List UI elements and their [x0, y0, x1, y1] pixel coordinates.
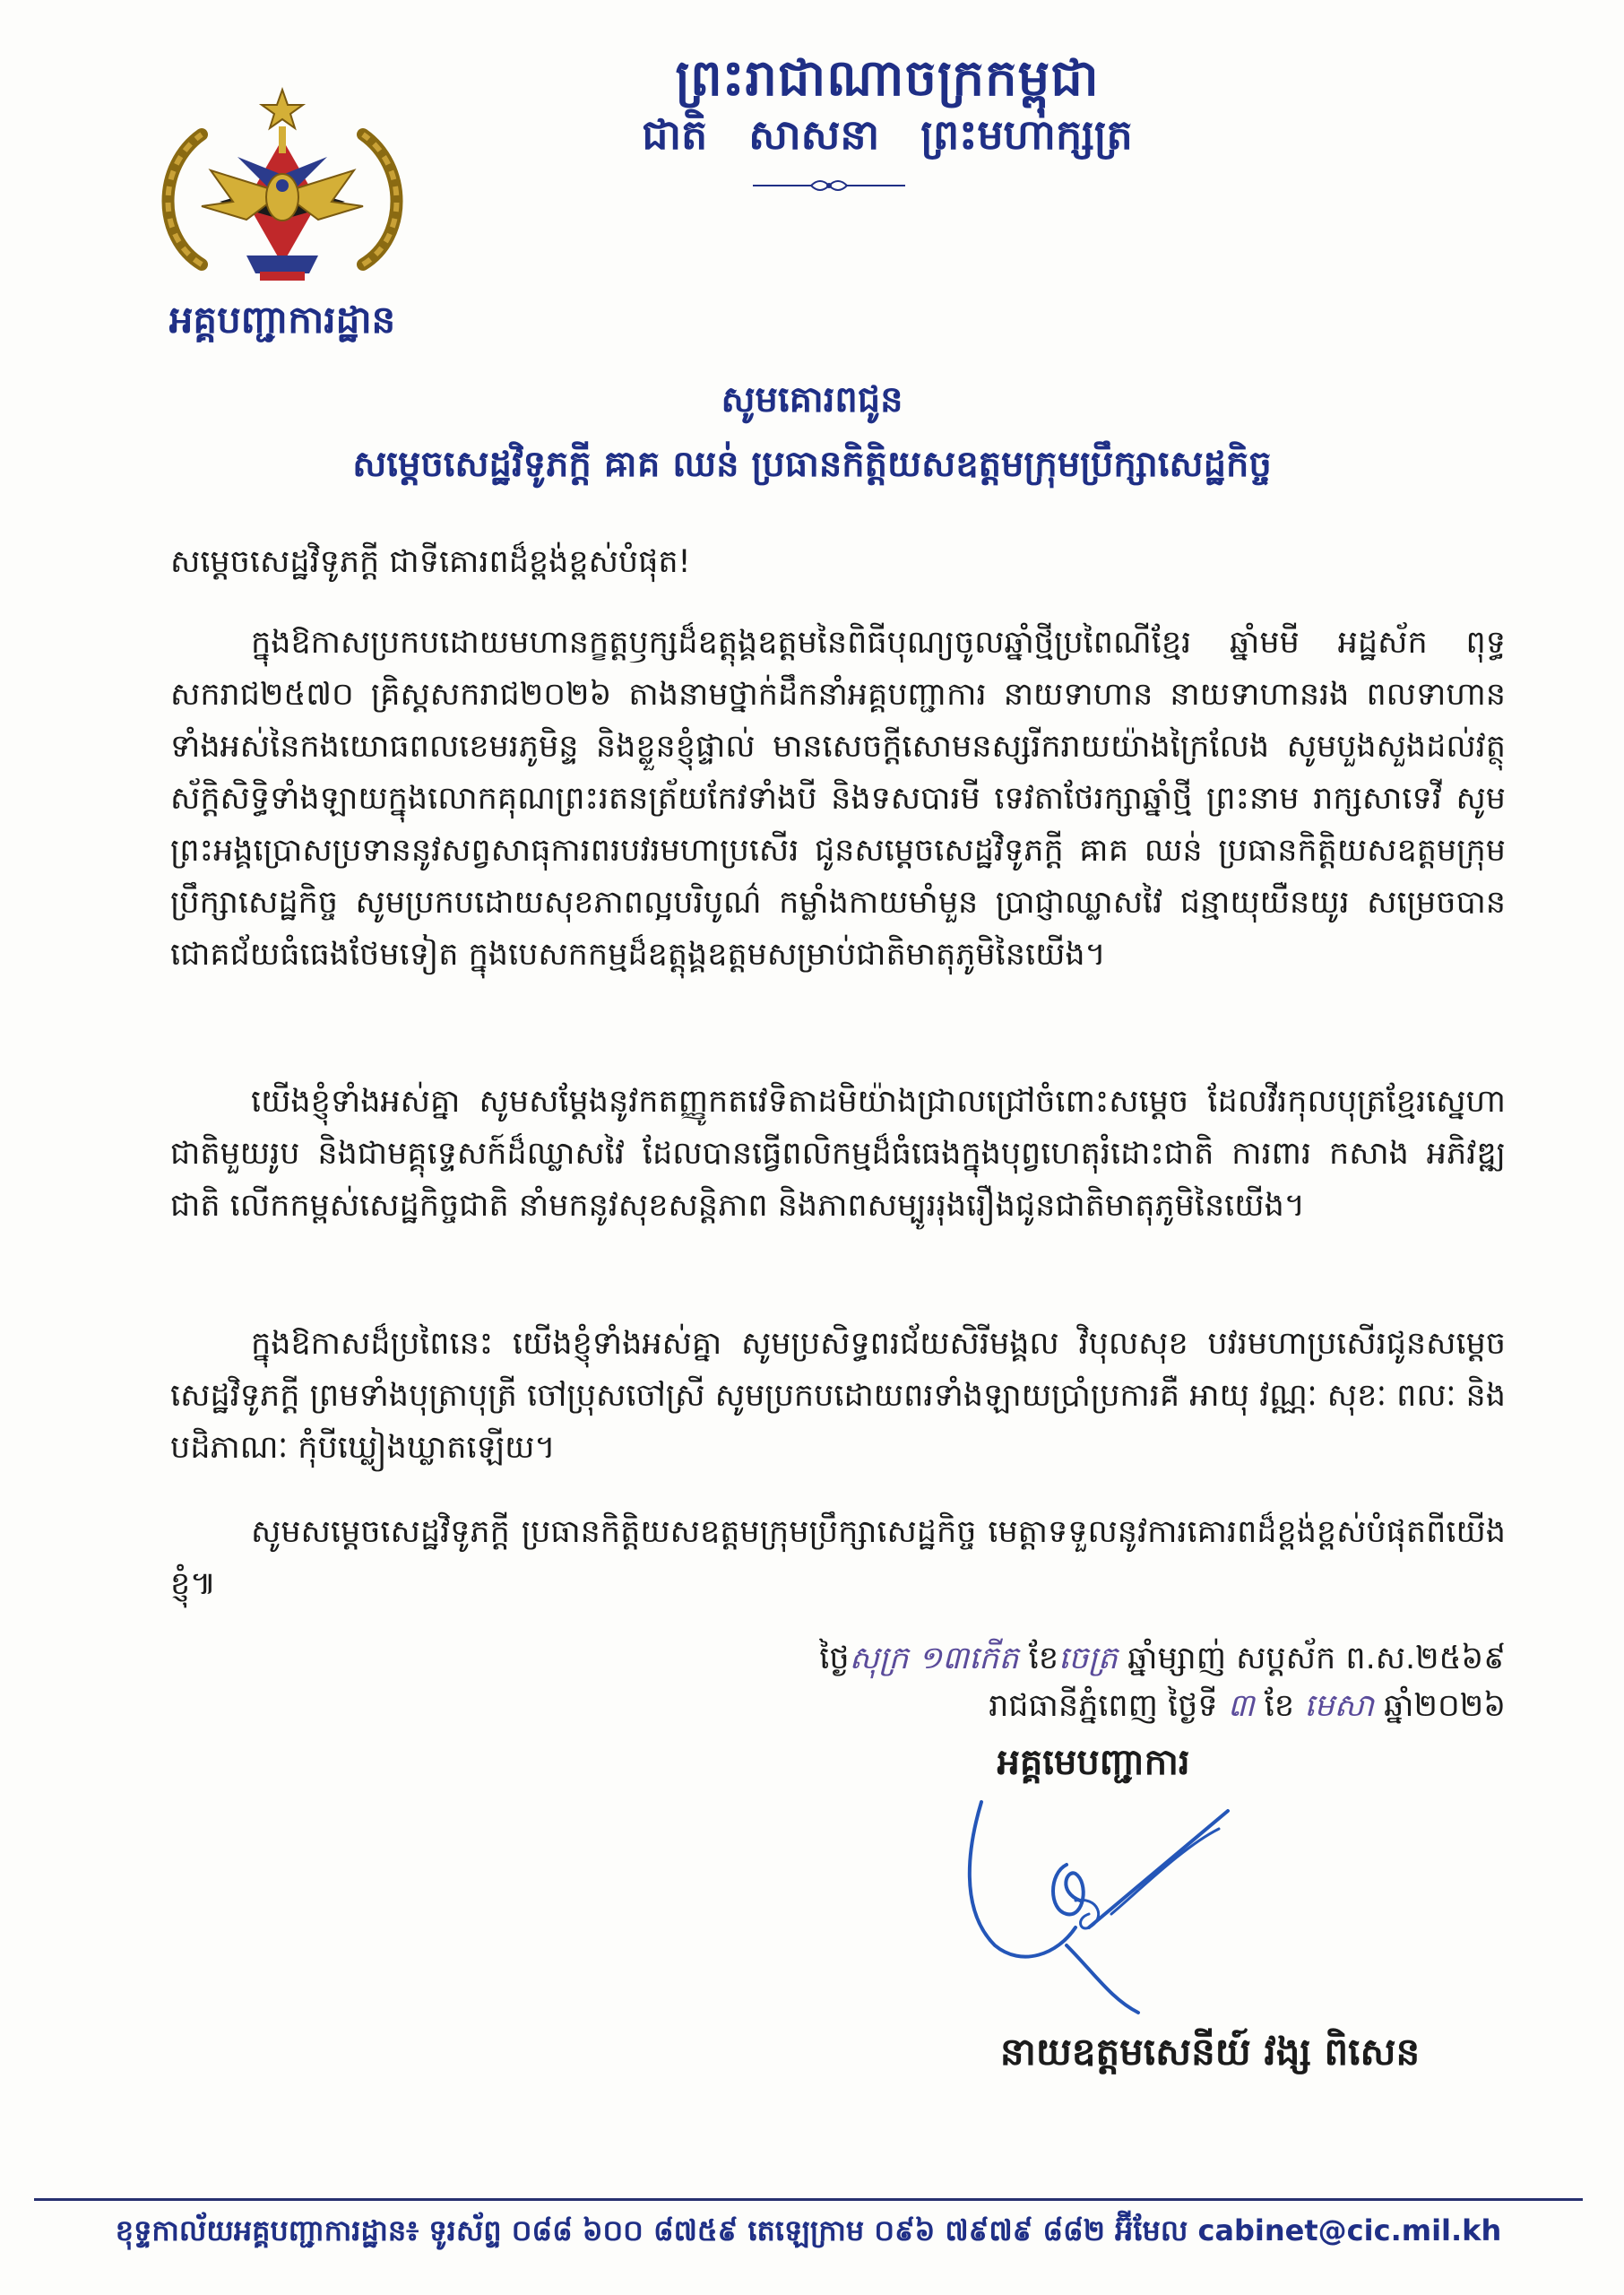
- place-prefix: រាជធានីភ្នំពេញ ថ្ងៃទី: [989, 1688, 1228, 1724]
- decorative-ornament-icon: [748, 175, 910, 196]
- handwritten-signature: [932, 1784, 1309, 2026]
- lunar-month-handwritten: ចេត្រ: [1058, 1641, 1119, 1676]
- salutation-heading: សូមគោរពជូន: [721, 379, 903, 420]
- military-emblem-logo: [148, 85, 417, 300]
- month-handwritten: មេសា: [1304, 1688, 1374, 1724]
- lunar-year-text: ឆ្នាំម្សាញ់ សប្តស័ក ព.ស.២៥៦៩: [1118, 1641, 1506, 1676]
- lunar-day-handwritten: សុក្រ ១៣កើត: [849, 1641, 1019, 1676]
- signer-title: អគ្គមេបញ្ជាការ: [997, 1742, 1190, 1783]
- solar-date-line: [717, 1684, 1506, 1728]
- kingdom-heading: ព្រះរាជាណាចក្រកម្ពុជា: [675, 49, 1100, 108]
- lunar-month-prefix: ខែ: [1018, 1641, 1059, 1676]
- lunar-date-line: [717, 1636, 1506, 1681]
- body-paragraph-4: សូមសម្តេចសេដ្ឋវិទូភក្តី ប្រធានកិត្តិយសឧត្តមក្រុមប្រឹក្សាសេដ្ឋកិច្ច មេត្តាទទួលនូវការគោរពដ៏ខ្ពង់ខ្ពស់បំផុតពីយើងខ្ញុំ៕: [170, 1514, 1506, 1602]
- year-text: ឆ្នាំ២០២៦: [1374, 1688, 1506, 1724]
- body-paragraph-2: យើងខ្ញុំទាំងអស់គ្នា សូមសម្តែងនូវកតញ្ញូកតវេទិតាដមិយ៉ាងជ្រាលជ្រៅចំពោះសម្តេច ដែលវីរកុលបុត្រខ្មែរស្នេហាជាតិមួយរូប និងជាមគ្គុទ្ទេសក៍ដ៏ឈ្លាសវៃ ដែលបានធ្វើពលិកម្មដ៏ធំធេងក្នុងបុព្វហេតុរំដោះជាតិ ការពារ កសាង អភិវឌ្ឍជាតិ លើកកម្ពស់សេដ្ឋកិច្ចជាតិ នាំមកនូវសុខសន្តិភាព និងភាពសម្បូររុងរឿងជូនជាតិមាតុភូមិនៃយើង។: [170, 1084, 1506, 1224]
- month-prefix: ខែ: [1254, 1688, 1305, 1724]
- day-handwritten: ៣: [1227, 1688, 1255, 1724]
- body-paragraph-3: ក្នុងឱកាសដ៏ប្រពៃនេះ យើងខ្ញុំទាំងអស់គ្នា សូមប្រសិទ្ធពរជ័យសិរីមង្គល វិបុលសុខ បវរមហាប្រសើរជូនសម្តេចសេដ្ឋវិទូភក្តី ព្រមទាំងបុត្រាបុត្រី ចៅប្រុសចៅស្រី សូមប្រកបដោយពរទាំងឡាយប្រាំប្រការគឺ អាយុ វណ្ណៈ សុខៈ ពលៈ និងបដិភាណៈ កុំបីឃ្លៀងឃ្លាតឡើយ។: [170, 1326, 1506, 1466]
- body-paragraph-1: ក្នុងឱកាសប្រកបដោយមហានក្ខត្តឫក្សដ៏ឧត្តុង្គឧត្តមនៃពិធីបុណ្យចូលឆ្នាំថ្មីប្រពៃណីខ្មែរ ឆ្នាំមមី អដ្ឋស័ក ពុទ្ធសករាជ២៥៧០ គ្រិស្តសករាជ២០២៦ តាងនាមថ្នាក់ដឹកនាំអគ្គបញ្ជាការ នាយទាហាន នាយទាហានរង ពលទាហានទាំងអស់នៃកងយោធពលខេមរភូមិន្ទ និងខ្លួនខ្ញុំផ្ទាល់ មានសេចក្តីសោមនស្សរីករាយយ៉ាងក្រៃលែង សូមបួងសួងដល់វត្ថុស័ក្តិសិទ្ធិទាំងឡាយក្នុងលោកគុណព្រះរតនត្រ័យកែវទាំងបី និងទសបារមី ទេវតាថែរក្សាឆ្នាំថ្មី ព្រះនាម រាក្សសាទេវី សូមព្រះអង្គប្រោសប្រទាននូវសព្វសាធុការពរបវរមហាប្រសើរ ជូនសម្តេចសេដ្ឋវិទូភក្តី ឝាគ ឈន់ ប្រធានកិត្តិយសឧត្តមក្រុមប្រឹក្សាសេដ្ឋកិច្ច សូមប្រកបដោយសុខភាពល្អបរិបូណ៌ កម្លាំងកាយមាំមួន ប្រាជ្ញាឈ្លាសវៃ ជន្មាយុយឺនយូរ សម្រេចបានជោគជ័យធំធេងថែមទៀត ក្នុងបេសកកម្មដ៏ឧត្តុង្គឧត្តមសម្រាប់ជាតិមាតុភូមិនៃយើង។: [170, 625, 1506, 973]
- footer-contact: ខុទ្ទកាល័យអគ្គបញ្ជាការដ្ឋាន៖ ទូរស័ព្ទ ០៨៨ ៦០០ ៨៧៥៩ តេឡេក្រាម ០៩៦ ៧៩៧៩ ៨៨២ អ៊ីមែល cabinet@cic.mil.kh: [115, 2213, 1502, 2247]
- national-motto: ជាតិ សាសនា ព្រះមហាក្សត្រ: [642, 110, 1133, 159]
- lunar-date-prefix: ថ្ងៃ: [819, 1641, 850, 1676]
- signer-name: នាយឧត្តមសេនីយ៍ វង្ស ពិសេន: [999, 2030, 1421, 2074]
- recipient-heading: សម្តេចសេដ្ឋវិទូភក្តី ឝាគ ឈន់ ប្រធានកិត្តិយសឧត្តមក្រុមប្រឹក្សាសេដ្ឋកិច្ច: [352, 444, 1272, 485]
- organization-name: អគ្គបញ្ជាការដ្ឋាន: [168, 298, 396, 342]
- footer-divider: [34, 2198, 1583, 2201]
- opening-greeting: សម្តេចសេដ្ឋវិទូភក្តី ជាទីគោរពដ៏ខ្ពង់ខ្ពស់បំផុត!: [170, 544, 691, 580]
